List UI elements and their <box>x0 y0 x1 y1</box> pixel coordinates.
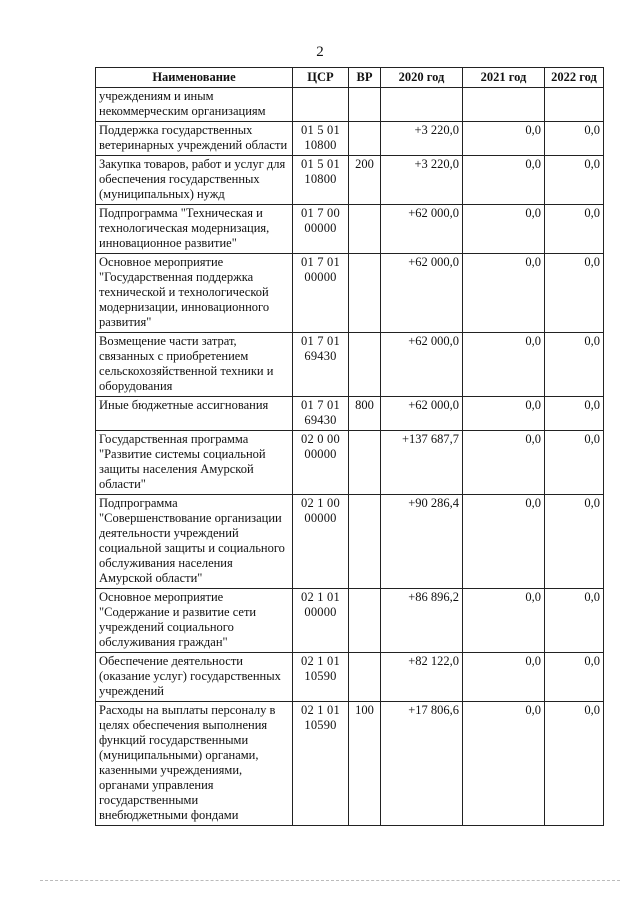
header-2022: 2022 год <box>545 68 604 88</box>
row-name: Обеспечение деятельности (оказание услуг) государственных учреждений <box>96 653 293 702</box>
row-2022: 0,0 <box>545 205 604 254</box>
row-vr <box>349 495 381 589</box>
row-2021: 0,0 <box>463 702 545 826</box>
row-vr <box>349 88 381 122</box>
row-name: Расходы на выплаты персоналу в целях обеспечения выполнения функций государственными (муниципальными) органами, казенными учреждениями, органами управления государственными внебюджетными фондами <box>96 702 293 826</box>
table-header-row <box>96 68 604 88</box>
row-2020: +90 286,4 <box>381 495 463 589</box>
row-csr: 02 1 01 10590 <box>293 653 349 702</box>
row-csr <box>293 88 349 122</box>
row-csr: 02 1 01 10590 <box>293 702 349 826</box>
table-row <box>96 88 604 122</box>
row-2022: 0,0 <box>545 397 604 431</box>
row-2021: 0,0 <box>463 495 545 589</box>
row-csr: 01 7 01 69430 <box>293 397 349 431</box>
row-2022: 0,0 <box>545 431 604 495</box>
page-bottom-edge <box>40 880 620 881</box>
table-row <box>96 431 604 495</box>
table-row <box>96 495 604 589</box>
row-vr <box>349 431 381 495</box>
row-name: Подпрограмма "Совершенствование организации деятельности учреждений социальной защиты и социального обслуживания населения Амурской области" <box>96 495 293 589</box>
row-name: Основное мероприятие "Государственная поддержка технической и технологической модернизации, инновационного развития" <box>96 254 293 333</box>
row-vr: 200 <box>349 156 381 205</box>
row-2022: 0,0 <box>545 333 604 397</box>
row-2022: 0,0 <box>545 122 604 156</box>
row-name: Основное мероприятие "Содержание и развитие сети учреждений социального обслуживания граждан" <box>96 589 293 653</box>
row-2022: 0,0 <box>545 254 604 333</box>
row-name: Закупка товаров, работ и услуг для обеспечения государственных (муниципальных) нужд <box>96 156 293 205</box>
header-csr: ЦСР <box>293 68 349 88</box>
row-name: учреждениям и иным некоммерческим организациям <box>96 88 293 122</box>
row-2020: +3 220,0 <box>381 122 463 156</box>
row-csr: 01 7 00 00000 <box>293 205 349 254</box>
row-2021: 0,0 <box>463 589 545 653</box>
table-row <box>96 702 604 826</box>
row-csr: 02 1 00 00000 <box>293 495 349 589</box>
row-2020 <box>381 88 463 122</box>
row-2021: 0,0 <box>463 156 545 205</box>
header-2021: 2021 год <box>463 68 545 88</box>
row-2021: 0,0 <box>463 431 545 495</box>
row-2020: +17 806,6 <box>381 702 463 826</box>
row-2020: +137 687,7 <box>381 431 463 495</box>
row-2020: +62 000,0 <box>381 333 463 397</box>
table-row <box>96 156 604 205</box>
row-vr <box>349 122 381 156</box>
row-2022: 0,0 <box>545 653 604 702</box>
row-2020: +62 000,0 <box>381 205 463 254</box>
row-vr: 800 <box>349 397 381 431</box>
row-2021: 0,0 <box>463 122 545 156</box>
row-vr: 100 <box>349 702 381 826</box>
row-2022: 0,0 <box>545 702 604 826</box>
row-vr <box>349 589 381 653</box>
row-csr: 02 1 01 00000 <box>293 589 349 653</box>
table-row <box>96 254 604 333</box>
row-csr: 01 7 01 69430 <box>293 333 349 397</box>
row-2021: 0,0 <box>463 254 545 333</box>
budget-table <box>95 67 604 826</box>
table-row <box>96 205 604 254</box>
row-name: Возмещение части затрат, связанных с приобретением сельскохозяйственной техники и оборудования <box>96 333 293 397</box>
row-name: Государственная программа "Развитие системы социальной защиты населения Амурской области" <box>96 431 293 495</box>
table-row <box>96 653 604 702</box>
row-name: Поддержка государственных ветеринарных учреждений области <box>96 122 293 156</box>
table-row <box>96 122 604 156</box>
row-2022 <box>545 88 604 122</box>
row-2022: 0,0 <box>545 589 604 653</box>
row-2021: 0,0 <box>463 653 545 702</box>
header-2020: 2020 год <box>381 68 463 88</box>
table-row <box>96 589 604 653</box>
row-2022: 0,0 <box>545 156 604 205</box>
row-name: Подпрограмма "Техническая и технологическая модернизация, инновационное развитие" <box>96 205 293 254</box>
row-vr <box>349 254 381 333</box>
row-2020: +3 220,0 <box>381 156 463 205</box>
row-vr <box>349 333 381 397</box>
row-csr: 01 7 01 00000 <box>293 254 349 333</box>
row-csr: 02 0 00 00000 <box>293 431 349 495</box>
row-2020: +82 122,0 <box>381 653 463 702</box>
row-csr: 01 5 01 10800 <box>293 122 349 156</box>
row-2022: 0,0 <box>545 495 604 589</box>
row-csr: 01 5 01 10800 <box>293 156 349 205</box>
row-2021: 0,0 <box>463 333 545 397</box>
page-number: 2 <box>316 44 324 60</box>
row-name: Иные бюджетные ассигнования <box>96 397 293 431</box>
table-row <box>96 397 604 431</box>
header-name: Наименование <box>96 68 293 88</box>
table-row <box>96 333 604 397</box>
row-2020: +62 000,0 <box>381 254 463 333</box>
row-2021 <box>463 88 545 122</box>
row-2021: 0,0 <box>463 397 545 431</box>
row-2021: 0,0 <box>463 205 545 254</box>
row-vr <box>349 653 381 702</box>
row-2020: +86 896,2 <box>381 589 463 653</box>
row-2020: +62 000,0 <box>381 397 463 431</box>
row-vr <box>349 205 381 254</box>
header-vr: ВР <box>349 68 381 88</box>
